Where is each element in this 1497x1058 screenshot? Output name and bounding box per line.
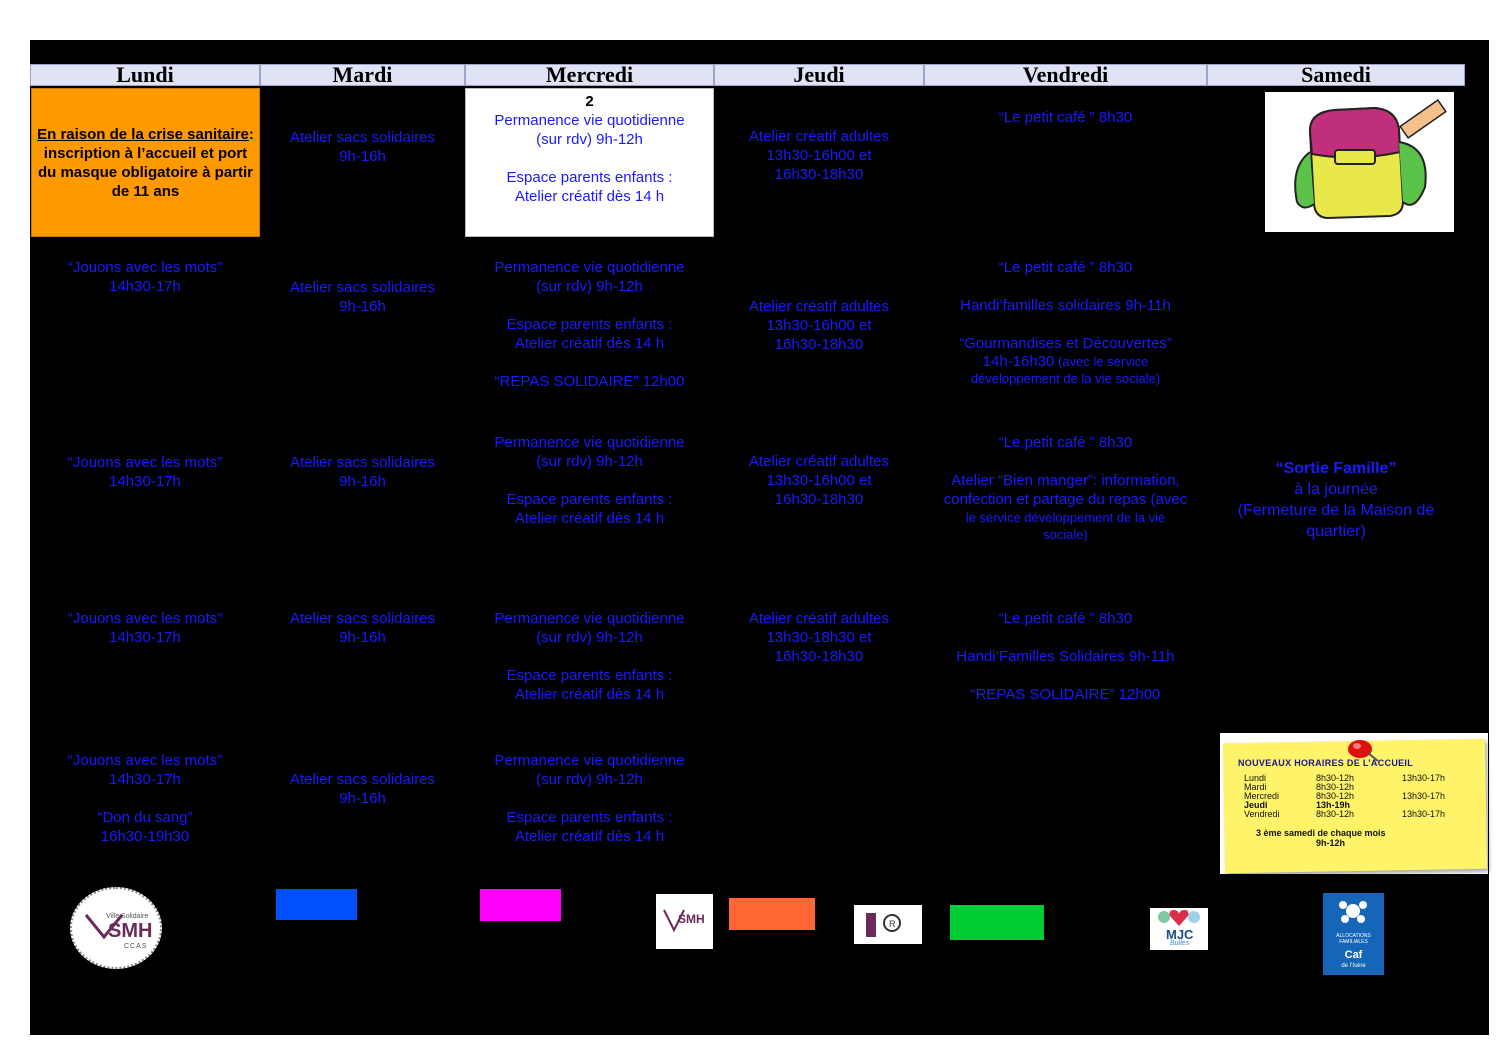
event-title: Atelier créatif adultes [748,453,890,470]
event-time: 16h30-18h30 [774,166,864,183]
event-time: 14h30-17h [109,629,181,646]
day-header-mardi: Mardi [260,64,465,86]
saturday-note: 3 ème samedi de chaque mois [1256,828,1386,838]
event-title: “Don du sang” [97,809,193,826]
partner-emblem-icon [854,905,922,944]
event-title: Permanence vie quotidienne [494,259,685,276]
event-title: Atelier créatif dès 14 h [514,686,665,703]
event-time: 13h30-16h00 et [766,317,872,334]
event-time: 9h-16h [339,298,386,315]
event-w3-jeudi [714,452,924,509]
event-time: (sur rdv) 9h-12h [536,131,643,148]
logo-text: SMH [678,912,705,926]
event-w1-vendredi [924,108,1207,127]
notice-title: En raison de la crise sanitaire [37,125,249,143]
event-time: 14h30-17h [109,771,181,788]
date-number: 2 [585,93,594,110]
caf-logo [1323,893,1384,975]
day-header-vendredi: Vendredi [924,64,1207,86]
event-title: Atelier sacs solidaires [289,454,436,471]
hours-table [1244,774,1476,819]
event-note: développement de la vie sociale) [970,371,1161,386]
legend-swatch-green [950,905,1044,940]
event-w2-lundi [30,258,260,296]
event-title: Espace parents enfants : [506,667,673,684]
opening-hours-note [1220,733,1488,874]
event-note: le service développement de la vie [965,510,1166,525]
event-subtitle: à la journée [1294,481,1378,498]
legend-swatch-magenta [480,889,561,921]
event-w5-mercredi [465,751,714,846]
smh-swoosh-icon [84,911,124,941]
event-time: 13h30-16h00 et [766,472,872,489]
event-w1-jeudi [714,127,924,184]
event-title: Atelier créatif adultes [748,610,890,627]
event-title: “Jouons avec les mots” [67,610,223,627]
event-title: Atelier sacs solidaires [289,610,436,627]
event-title: “Le petit café ” 8h30 [998,109,1133,126]
event-title: “Jouons avec les mots” [67,454,223,471]
event-time: 16h30-19h30 [100,828,190,845]
hours-row: Lundi 8h30-12h 13h30-17h [1244,773,1446,783]
mjc-logo [1150,908,1208,950]
event-w1-mardi [265,128,460,166]
event-title: “Jouons avec les mots” [67,752,223,769]
heart-icon [1150,908,1208,928]
event-title: Permanence vie quotidienne [494,434,685,451]
caf-emblem-icon [1323,893,1384,931]
event-title: Atelier créatif adultes [748,128,890,145]
event-note: quartier) [1306,523,1366,540]
event-time: 13h30-18h30 et [766,629,872,646]
event-title: Atelier sacs solidaires [289,771,436,788]
event-title: Permanence vie quotidienne [494,112,685,129]
logo-sub: de l’Isère [1341,963,1366,969]
event-title: “REPAS SOLIDAIRE” 12h00 [970,686,1161,703]
saturday-hours: 9h-12h [1316,838,1346,848]
day-header-lundi: Lundi [30,64,260,86]
hours-row: Mardi 8h30-12h [1244,782,1355,792]
legend-swatch-orange [729,898,815,930]
event-time: (sur rdv) 9h-12h [536,278,643,295]
logo-text: MJC [1166,927,1194,942]
notice-body: inscription à l’accueil et port du masque obligatoire à partir de 11 ans [37,144,254,200]
event-note: sociale) [1043,527,1088,542]
event-w5-mardi [260,770,465,808]
day-header-jeudi: Jeudi [714,64,924,86]
note-title: NOUVEAUX HORAIRES DE L’ACCUEIL [1238,758,1414,768]
logo-line: Ville Solidaire [106,913,149,920]
event-w5-lundi [30,751,260,846]
event-w4-vendredi [924,609,1207,704]
event-w4-mardi [260,609,465,647]
event-time: 9h-16h [339,148,386,165]
event-time: 13h30-16h00 et [766,147,872,164]
event-title: “Jouons avec les mots” [67,259,223,276]
event-time: 14h-16h30 (avec le service [982,353,1149,370]
event-time: 14h30-17h [109,278,181,295]
event-title: Atelier “Bien manger”: information, [951,472,1180,489]
event-title: Atelier sacs solidaires [289,279,436,296]
event-w3-mardi [260,453,465,491]
logo-sub: CCAS [124,943,148,950]
event-time: 14h30-17h [109,473,181,490]
event-time: 9h-16h [339,473,386,490]
event-title: “Gourmandises et Découvertes” [959,335,1172,352]
event-title: “Le petit café ” 8h30 [998,610,1133,627]
event-time: (sur rdv) 9h-12h [536,629,643,646]
notice-colon: : [248,125,254,143]
event-title: “REPAS SOLIDAIRE” 12h00 [494,373,685,390]
hours-row: Mercredi 8h30-12h 13h30-17h [1244,791,1446,801]
event-title: confection et partage du repas (avec [943,491,1188,508]
event-w2-vendredi [924,258,1207,387]
legend-swatch-blue [276,889,357,920]
event-title: Atelier créatif dès 14 h [514,510,665,527]
event-note: (Fermeture de la Maison de [1237,502,1435,519]
event-w2-mardi [260,278,465,316]
day-header-samedi: Samedi [1207,64,1465,86]
logo-text: Caf [1344,949,1363,961]
event-w4-lundi [30,609,260,647]
event-title: Atelier créatif dès 14 h [514,335,665,352]
svg-text:R: R [889,919,896,929]
event-title: Handi’familles solidaires 9h-11h [960,297,1171,314]
event-time: (sur rdv) 9h-12h [536,771,643,788]
event-title: Atelier créatif dès 14 h [514,188,665,205]
event-w4-mercredi [465,609,714,704]
event-title: Espace parents enfants : [506,316,673,333]
event-title: “Sortie Famille” [1275,460,1397,477]
event-time: 9h-16h [339,790,386,807]
event-w3-mercredi [465,433,714,528]
sanitary-notice [31,88,260,237]
partner-logo [854,905,922,944]
event-time: 9h-16h [339,629,386,646]
smh-ville-logo [656,894,713,949]
logo-text: SMH [108,920,153,942]
event-title: Atelier sacs solidaires [289,129,436,146]
event-title: Permanence vie quotidienne [494,610,685,627]
backpack-image [1265,92,1454,232]
event-title: Atelier créatif dès 14 h [514,828,665,845]
event-time: (sur rdv) 9h-12h [536,453,643,470]
event-time: 16h30-18h30 [774,336,864,353]
event-w4-jeudi [714,609,924,666]
event-w3-lundi [30,453,260,491]
backpack-icon [1265,92,1454,232]
event-title: Espace parents enfants : [506,169,673,186]
day-header-mercredi: Mercredi [465,64,714,86]
logo-line: ALLOCATIONS FAMILIALES [1336,933,1371,945]
event-w2-jeudi [714,297,924,354]
hours-row: Vendredi 8h30-12h 13h30-17h [1244,809,1446,819]
smh-ccas-logo [70,887,162,969]
event-w3-vendredi [924,433,1207,543]
event-title: Atelier créatif adultes [748,298,890,315]
event-time: 16h30-18h30 [774,648,864,665]
event-title: Espace parents enfants : [506,809,673,826]
event-w3-samedi [1207,458,1465,542]
event-title: “Le petit café ” 8h30 [998,259,1133,276]
event-title: Espace parents enfants : [506,491,673,508]
logo-sub: Bulles [1170,940,1190,947]
event-title: Permanence vie quotidienne [494,752,685,769]
event-w1-mercredi [465,88,714,237]
hours-row: Jeudi 13h-19h [1244,800,1351,810]
event-time: 16h30-18h30 [774,491,864,508]
event-w2-mercredi [465,258,714,391]
event-title: “Le petit café ” 8h30 [998,434,1133,451]
event-title: Handi’Familles Solidaires 9h-11h [956,648,1175,665]
